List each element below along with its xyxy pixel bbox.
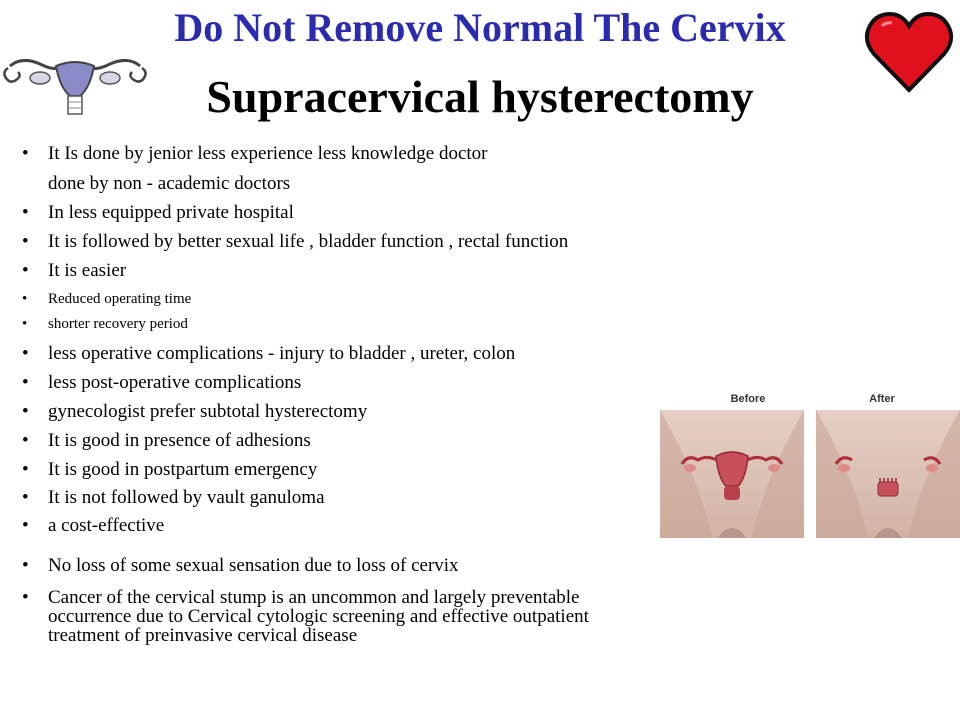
page-subtitle: Supracervical hysterectomy <box>206 71 754 122</box>
paragraph-line: Cancer of the cervical stump is an uncommon and largely preventable <box>48 587 580 608</box>
paragraph-bullet: • <box>22 587 29 608</box>
paragraph <box>48 588 788 645</box>
before-label: Before <box>730 393 766 405</box>
uterus-icon <box>0 48 150 128</box>
paragraph-line: occurrence due to Cervical cytologic screening and effective outpatient <box>48 606 589 627</box>
paragraph-line: treatment of preinvasive cervical disease <box>48 625 358 646</box>
after-panel <box>816 410 960 538</box>
before-panel <box>660 410 804 538</box>
before-after-illustration <box>660 390 960 540</box>
after-label: After <box>869 393 895 405</box>
heart-icon <box>862 6 956 100</box>
page-title: Do Not Remove Normal The Cervix <box>174 5 786 50</box>
